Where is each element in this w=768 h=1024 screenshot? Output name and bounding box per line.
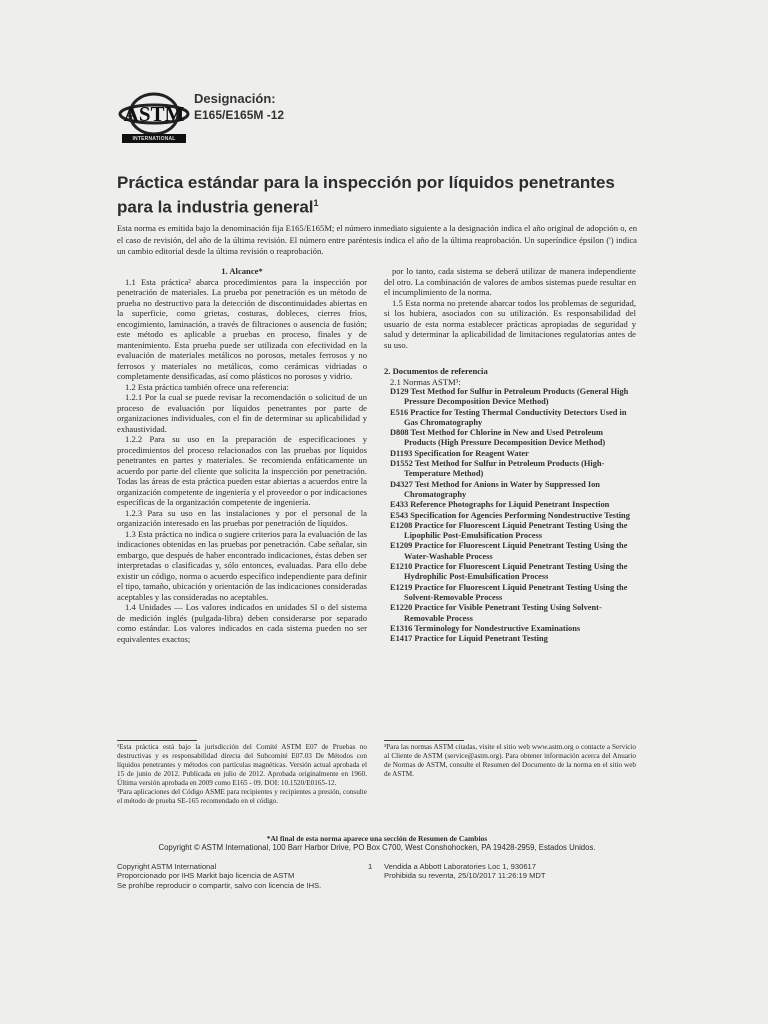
para-1-2: 1.2 Esta práctica también ofrece una referencia: <box>125 381 289 392</box>
reference-item: D129 Test Method for Sulfur in Petroleum Products (General High Pressure Decomposition Device Method) <box>390 387 629 407</box>
footnote-divider-left <box>117 740 197 741</box>
para-1-2-2: 1.2.2 Para su uso en la preparación de especificaciones y procedimientos del proceso relacionados con las pruebas por líquidos penetrantes en partes y materiales. Se recomienda enfáticamente un acuerdo por parte del cliente que solicita la inspección por penetración. Todas las áreas de esta práctica pueden estar abiertas a acuerdos entre la organización competente de ingeniería y el proveedor o por indicaciones específicas de la organización competente de ingeniería. <box>117 434 367 507</box>
footnote-2: ²Para aplicaciones del Código ASME para recipientes y recipientes a presión, consulte el método de prueba SE-165 recomendado en el código. <box>117 788 367 805</box>
logo-text: INTERNATIONAL <box>132 136 176 142</box>
reference-item: E1220 Practice for Visible Penetrant Testing Using Solvent-Removable Process <box>390 603 602 623</box>
para-1-3: 1.3 Esta práctica no indica o sugiere criterios para la evaluación de las indicaciones obtenidas en las pruebas por penetración. Cabe señalar, sin embargo, que después de haber encontrado indicaciones, éstas deben ser interpretadas o clasificadas y, sólo entonces, evaluadas. Para ello debe existir un código, norma o acuerdo específico independiente para definir el tipo, tamaño, ubicación y orientación de las indicaciones consideradas aceptables y las consideradas no aceptables. <box>117 528 367 602</box>
reference-item: E516 Practice for Testing Thermal Conductivity Detectors Used in Gas Chromatography <box>390 407 627 427</box>
reference-item: E1219 Practice for Fluorescent Liquid Penetrant Testing Using the Solvent-Removable Process <box>390 582 628 602</box>
designation <box>194 91 284 123</box>
footnote-3: ³Para las normas ASTM citadas, visite el sitio web www.astm.org o contacte a Servicio al Cliente de ASTM (service@astm.org). Para obtener información acerca del Anuario de Normas de ASTM, consulte el Resumen del Documento de la norma en el sitio web de ASTM. <box>384 743 636 778</box>
reference-list <box>384 387 636 644</box>
left-column <box>117 266 367 644</box>
footnote-divider-right <box>384 740 464 741</box>
license-sold-to: Vendida a Abbott Laboratories Loc 1, 930617 <box>384 862 536 871</box>
right-column <box>384 266 636 644</box>
reference-item: D808 Test Method for Chlorine in New and Used Petroleum Products (High Pressure Decomposition Device Method) <box>390 428 606 448</box>
para-1-2-3: 1.2.3 Para su uso en las instalaciones y por el personal de la organización interesado en las pruebas por penetración de líquidos. <box>117 507 367 528</box>
copyright-line: Copyright © ASTM International, 100 Barr Harbor Drive, PO Box C700, West Conshohocken, PA 19428-2959, Estados Unidos. <box>158 843 596 852</box>
intro-paragraph: Esta norma es emitida bajo la denominación fija E165/E165M; el número inmediato siguiente a la designación indica el año original de adopción o, en el caso de revisión, del año de la última revisión. El número entre paréntesis indica el año de la última reaprobación. Un superíndice épsilon (') indica un cambio editorial desde la última revisión o reaprobación. <box>117 223 637 256</box>
section-2-heading: 2. Documentos de referencia <box>384 366 488 376</box>
reference-item: E543 Specification for Agencies Performing Nondestructive Testing <box>390 510 630 520</box>
license-left <box>117 862 367 890</box>
reference-item: E1316 Terminology for Nondestructive Examinations <box>390 623 581 633</box>
title-footnote-marker: 1 <box>313 198 319 208</box>
license-restriction: Se prohíbe reproducir o compartir, salvo con licencia de IHS. <box>117 880 322 890</box>
section-1-heading: 1. Alcance* <box>221 266 263 276</box>
reference-item: E1210 Practice for Fluorescent Liquid Penetrant Testing Using the Hydrophilic Post-Emulsification Process <box>390 562 628 582</box>
para-1-4: 1.4 Unidades — Los valores indicados en unidades SI o del sistema de medición inglés (pulgada-libra) deben considerarse por separado como estándar. Los valores indicados en cada sistema pueden no ser equivalentes exactos; <box>117 602 367 644</box>
reference-item: E1208 Practice for Fluorescent Liquid Penetrant Testing Using the Lipophilic Post-Emulsification Process <box>390 520 628 541</box>
astm-logo <box>118 90 190 148</box>
summary-of-changes-note: *Al final de esta norma aparece una sección de Resumen de Cambios <box>266 834 488 843</box>
astm-standards-subheading: 2.1 Normas ASTM³: <box>390 376 461 387</box>
designation-code: E165/E165M -12 <box>194 108 285 122</box>
footnotes-left <box>117 743 367 806</box>
svg-text:ASTM: ASTM <box>123 102 185 126</box>
para-1-4-continuation: por lo tanto, cada sistema se deberá utilizar de manera independiente del otro. La combinación de valores de ambos sistemas puede resultar en el incumplimiento de la norma. <box>384 266 636 297</box>
title-text: Práctica estándar para la inspección por líquidos penetrantes para la industria general <box>117 173 615 217</box>
para-1-5: 1.5 Esta norma no pretende abarcar todos los problemas de seguridad, si los hubiera, asociados con su utilización. Es responsabilidad del usuario de esta norma establecer prácticas apropiadas de seguridad y salud y determinar la aplicabilidad de limitaciones regulatorias antes de su uso. <box>384 297 636 350</box>
footnote-1: ¹Esta práctica está bajo la jurisdicción del Comité ASTM E07 de Pruebas no destructivas y es responsabilidad directa del Subcomité E07.03 De Métodos con líquidos penetrantes y métodos con partículas magnéticas. Versión actual aprobada el 15 de junio de 2012. Publicada en julio de 2012. Aprobada originalmente en 1960. Última versión aprobada en 2009 como E165 - 09. DOI: 10.1520/E0165-12. <box>117 743 367 787</box>
reference-item: E1417 Practice for Liquid Penetrant Testing <box>390 634 548 644</box>
page-number: 1 <box>368 862 373 871</box>
reference-item: D1193 Specification for Reagent Water <box>390 448 529 458</box>
license-copyright: Copyright ASTM International <box>117 862 217 871</box>
footnotes-right <box>384 743 636 779</box>
license-provider: Proporcionado por IHS Markit bajo licencia de ASTM <box>117 871 295 881</box>
document-title <box>117 172 647 218</box>
para-1-2-1: 1.2.1 Por la cual se puede revisar la recomendación o solicitud de un proceso de evaluación por líquidos penetrantes por parte de organizaciones individuales, con el fin de determinar su aplicabilidad y exhaustividad. <box>117 392 367 434</box>
reference-item: E1209 Practice for Fluorescent Liquid Penetrant Testing Using the Water-Washable Process <box>390 541 628 561</box>
reference-item: D4327 Test Method for Anions in Water by Suppressed Ion Chromatography <box>390 479 600 499</box>
designation-label: Designación: <box>194 91 276 106</box>
reference-item: E433 Reference Photographs for Liquid Penetrant Inspection <box>390 500 610 510</box>
reference-item: D1552 Test Method for Sulfur in Petroleum Products (High-Temperature Method) <box>390 459 605 479</box>
para-1-1: 1.1 Esta práctica² abarca procedimientos para la inspección por penetración de materiales. La prueba por penetración es un método de prueba no destructivo para la detección de discontinuidades abiertas en la superficie, como grietas, costuras, dobleces, cierres fríos, encogimiento, laminación, a través de filtraciones o ausencia de fusión; este método es aplicable a pruebas en proceso, finales y de mantenimiento. Esta prueba puede ser utilizada con efectividad en la evaluación de materiales metálicos no porosos, metales ferrosos y no ferrosos y materiales no metálicos, como cerámicas vidriadas o completamente densificadas, así como plásticos no porosos y vidrio. <box>117 276 367 381</box>
license-resale-prohibited: Prohibida su reventa, 25/10/2017 11:26:19 MDT <box>384 871 546 881</box>
license-right <box>384 862 644 881</box>
